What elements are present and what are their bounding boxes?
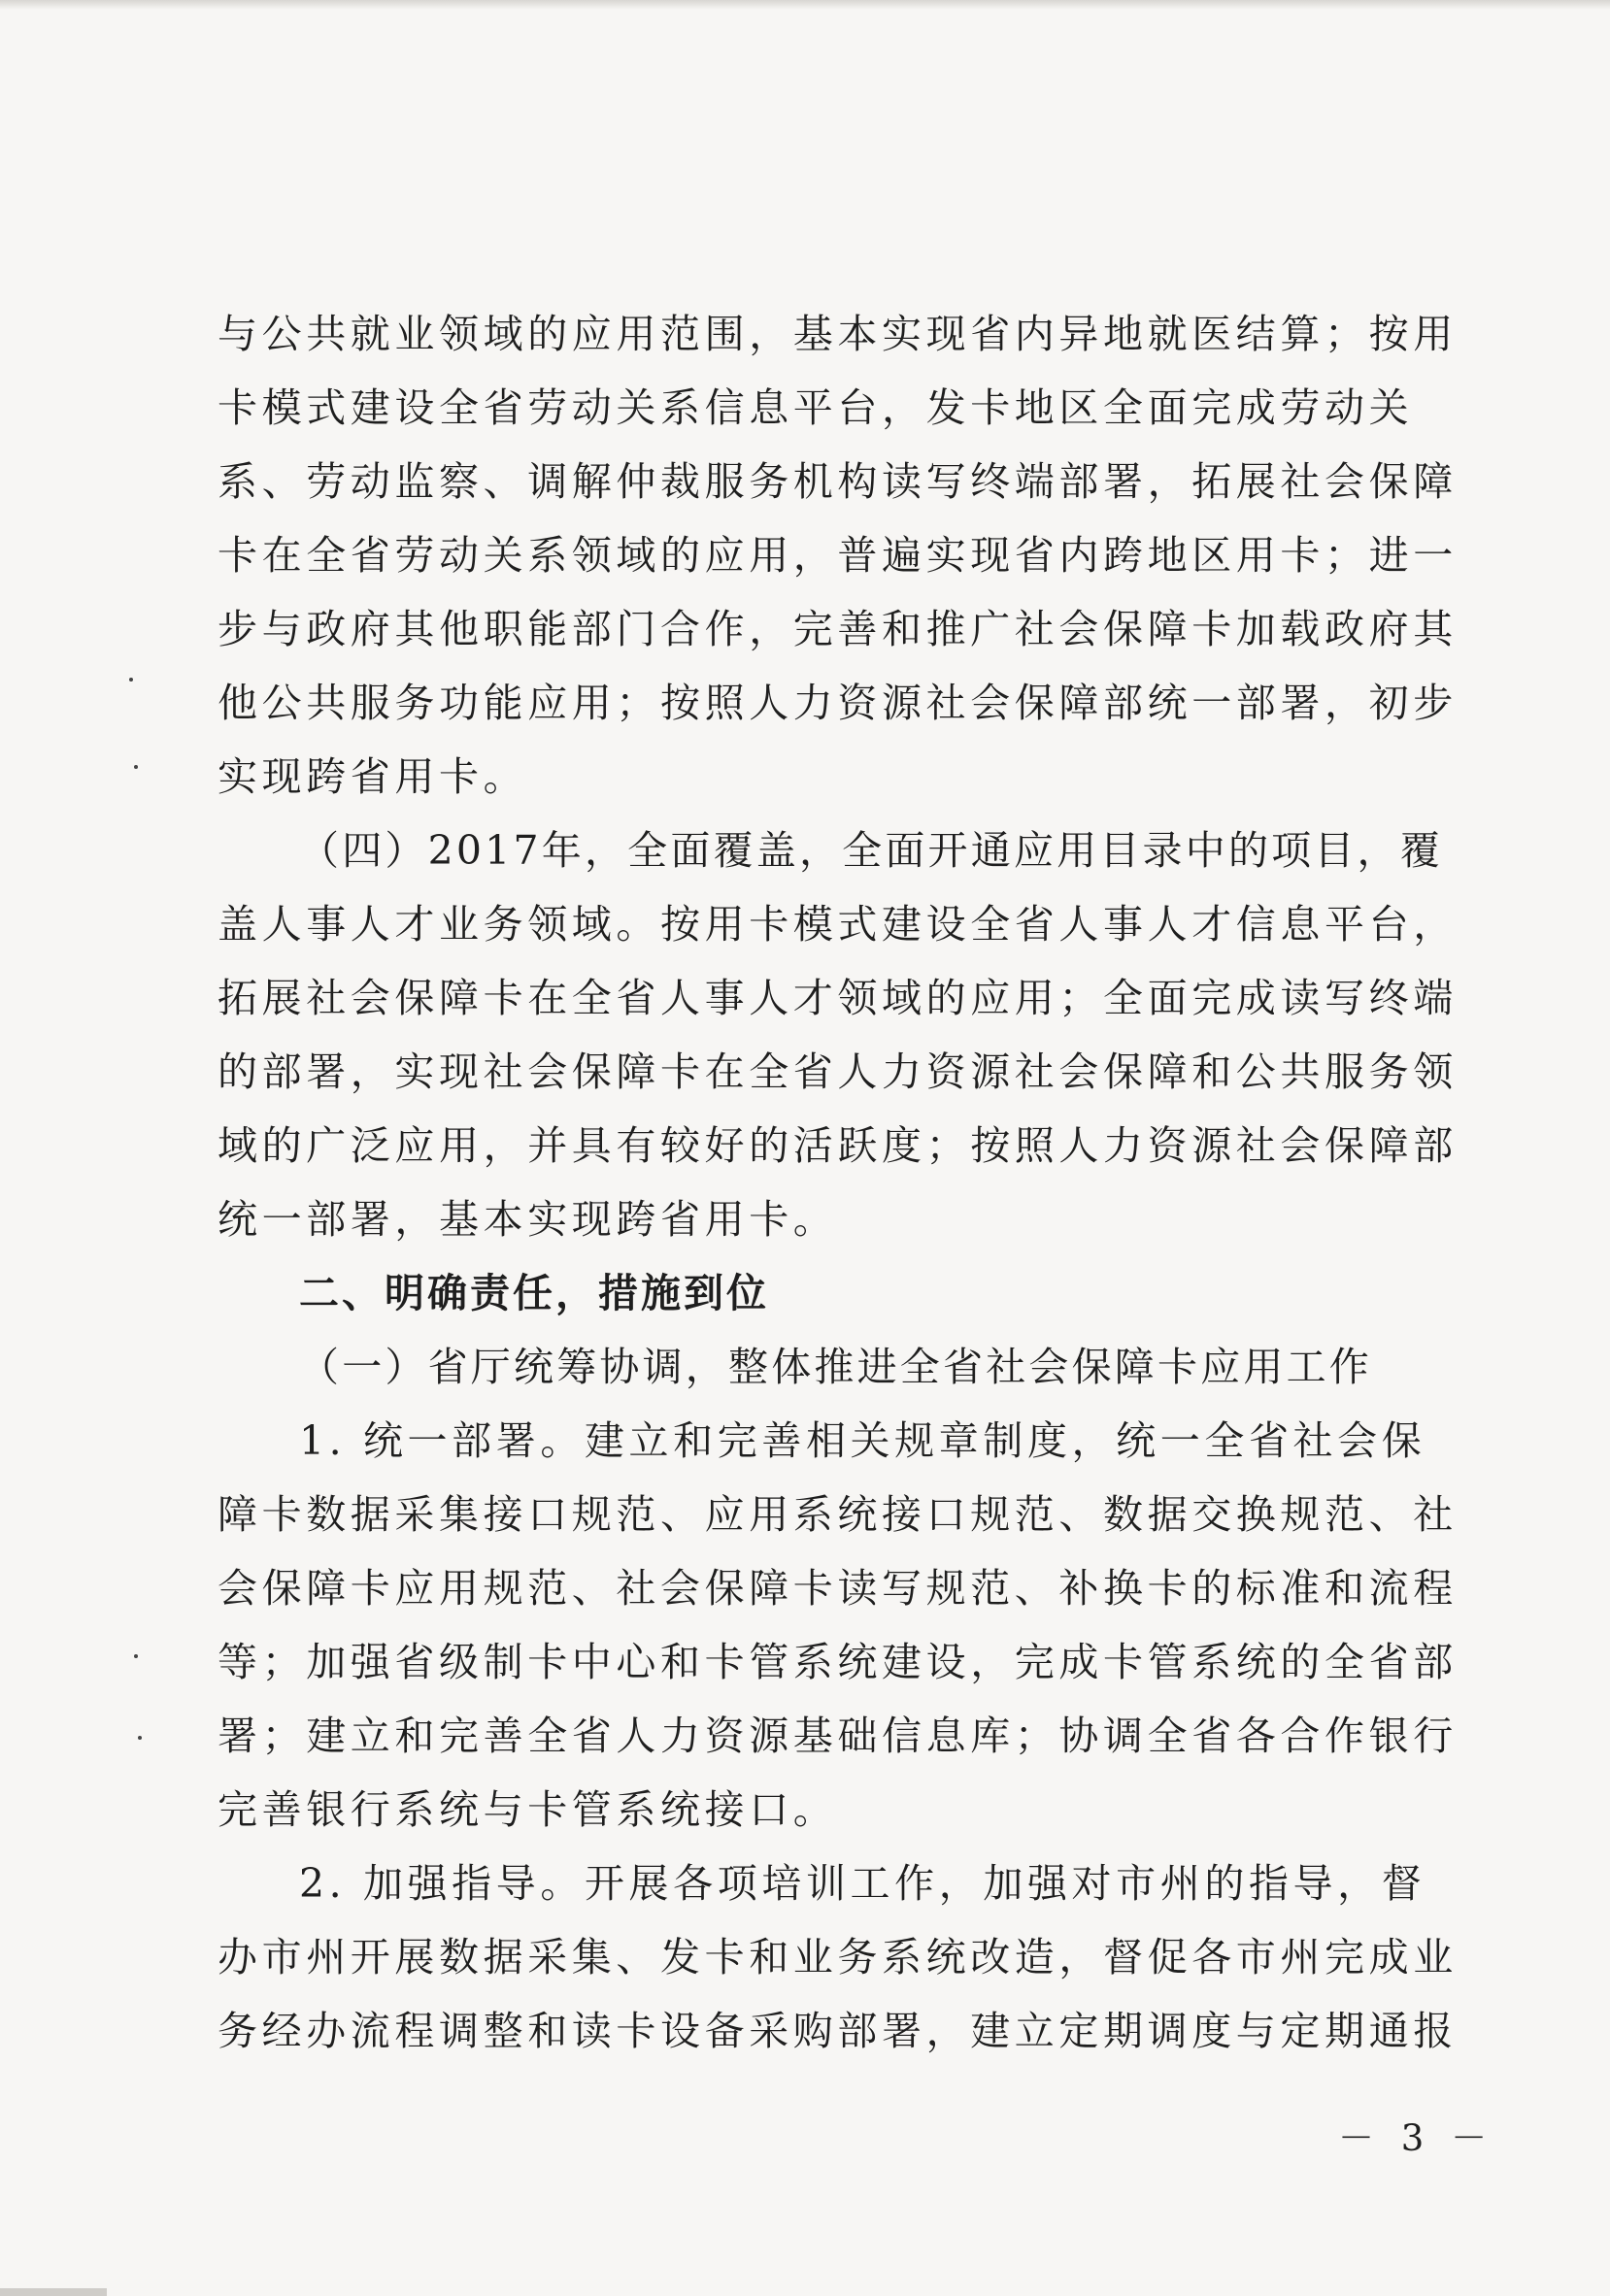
text-line: 完善银行系统与卡管系统接口。 <box>218 1786 838 1833</box>
text-line: 统一部署，基本实现跨省用卡。 <box>218 1196 838 1243</box>
paragraph-item-1 <box>218 1404 1458 1847</box>
text-line: （四）2017年，全面覆盖，全面开通应用目录中的项目，覆 <box>299 827 1443 874</box>
text-line: 的部署，实现社会保障卡在全省人力资源社会保障和公共服务领 <box>218 1048 1458 1095</box>
text-line: （一）省厅统筹协调，整体推进全省社会保障卡应用工作 <box>299 1344 1372 1390</box>
section-heading: 二、明确责任，措施到位 <box>299 1270 769 1316</box>
text-line: 域的广泛应用，并具有较好的活跃度；按照人力资源社会保障部 <box>218 1122 1458 1169</box>
paragraph-item-2 <box>218 1847 1458 2068</box>
text-line: 他公共服务功能应用；按照人力资源社会保障部统一部署，初步 <box>218 680 1458 726</box>
text-line: 等；加强省级制卡中心和卡管系统建设，完成卡管系统的全省部 <box>218 1639 1458 1685</box>
text-line: 卡在全省劳动关系领域的应用，普遍实现省内跨地区用卡；进一 <box>218 532 1458 579</box>
margin-dot <box>134 765 138 769</box>
text-line: 步与政府其他职能部门合作，完善和推广社会保障卡加载政府其 <box>218 606 1458 652</box>
margin-dot <box>129 678 133 682</box>
text-line: 务经办流程调整和读卡设备采购部署，建立定期调度与定期通报 <box>218 2008 1458 2054</box>
text-line: 盖人事人才业务领域。按用卡模式建设全省人事人才信息平台， <box>218 901 1458 948</box>
text-line: 与公共就业领域的应用范围，基本实现省内异地就医结算；按用 <box>218 311 1458 357</box>
text-line: 2. 加强指导。开展各项培训工作，加强对市州的指导，督 <box>299 1860 1426 1907</box>
text-line: 署；建立和完善全省人力资源基础信息库；协调全省各合作银行 <box>218 1713 1458 1759</box>
text-line: 会保障卡应用规范、社会保障卡读写规范、补换卡的标准和流程 <box>218 1565 1458 1612</box>
margin-dot <box>134 1654 138 1658</box>
text-line: 办市州开展数据采集、发卡和业务系统改造，督促各市州完成业 <box>218 1934 1458 1980</box>
text-line: 拓展社会保障卡在全省人事人才领域的应用；全面完成读写终端 <box>218 975 1458 1021</box>
scan-top-edge <box>0 0 1610 10</box>
text-line: 卡模式建设全省劳动关系信息平台，发卡地区全面完成劳动关 <box>218 384 1414 431</box>
margin-dot <box>138 1736 142 1740</box>
text-line: 实现跨省用卡。 <box>218 753 528 800</box>
text-line: 障卡数据采集接口规范、应用系统接口规范、数据交换规范、社 <box>218 1491 1458 1538</box>
paragraph-continuation <box>218 297 1458 814</box>
subsection-heading <box>218 1330 1431 1404</box>
page-number: － 3 － <box>1338 2117 1495 2159</box>
scan-bottom-edge <box>0 2288 107 2296</box>
document-body <box>218 297 1458 2068</box>
text-line: 系、劳动监察、调解仲裁服务机构读写终端部署，拓展社会保障 <box>218 458 1458 505</box>
paragraph-2017 <box>218 814 1458 1256</box>
text-line: 1. 统一部署。建立和完善相关规章制度，统一全省社会保 <box>299 1417 1426 1464</box>
